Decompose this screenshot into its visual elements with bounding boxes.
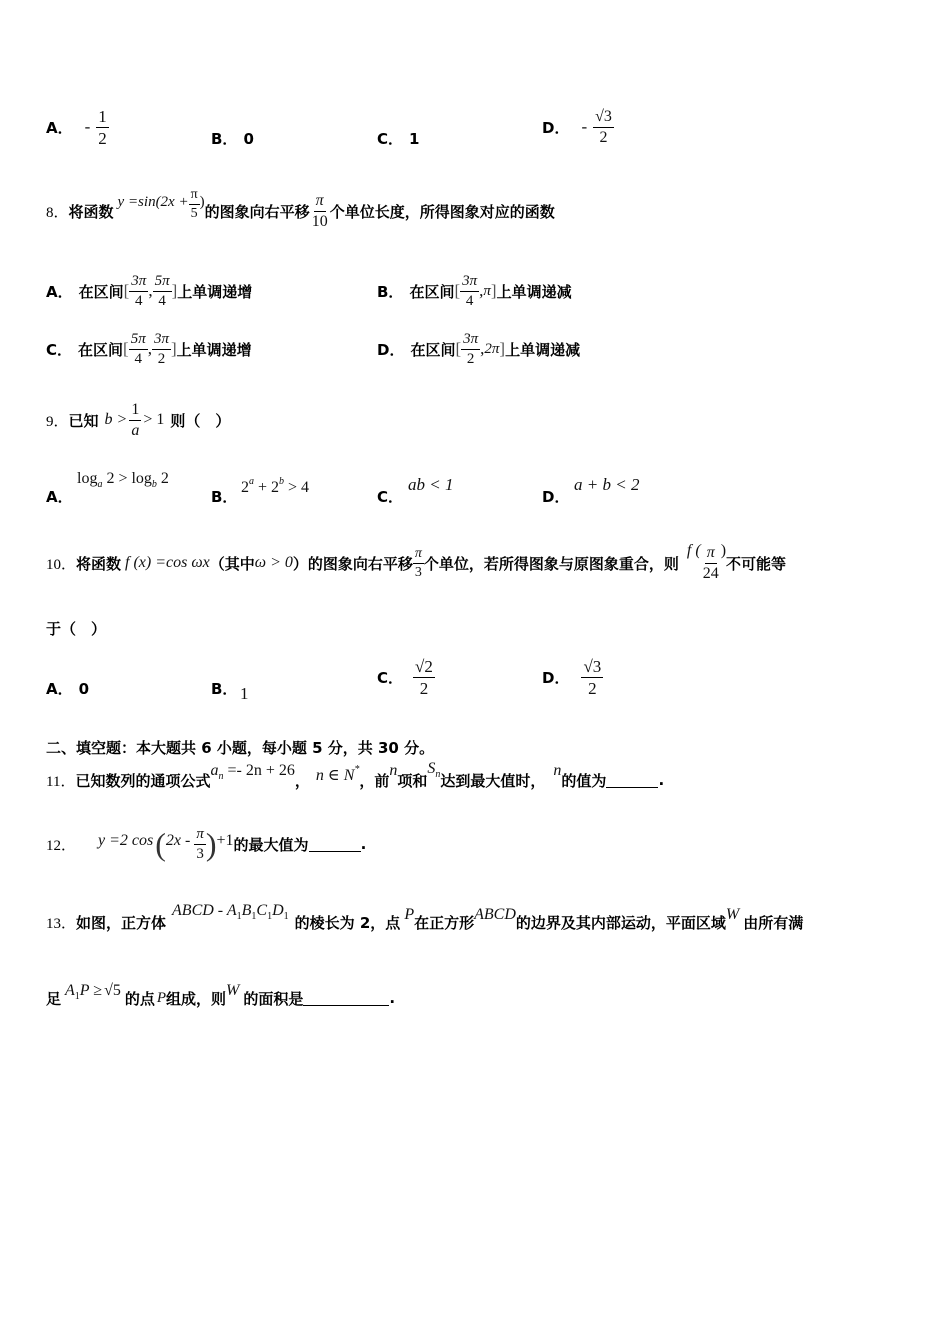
q10-option-c: C． $\frac{√2}{2}$: [377, 656, 433, 698]
question-number: 8．: [46, 204, 69, 221]
fraction: $\frac{\pi}{3}$: [196, 825, 204, 862]
fraction: $\frac{3\pi}{2}$: [153, 330, 169, 367]
q8-option-d: D． 在区间 [ $\frac{3\pi}{2}$ , 2π ] 上单调递减: [377, 330, 581, 367]
q10-option-d: D． $\frac{√3}{2}$: [542, 656, 602, 698]
q10-stem-continued: 于（ ）: [46, 620, 107, 638]
fraction: $\frac{\pi}{24}$: [702, 543, 719, 582]
q7-option-d: D． - $\frac{√3}{2}$: [542, 107, 612, 146]
fraction: $\frac{\pi}{5}$: [190, 187, 198, 221]
q9-stem: 9． 已知 b > $\frac{1}{a}$ > 1 则（ ）: [46, 400, 231, 439]
q11-stem: 11． 已知数列的通项公式 $a_n =- 2n + 26$ ， n ∈ N* ，前 n 项和 $S_n$ 达到最大值时， n 的值为 .: [46, 760, 665, 790]
q10-option-a: A． 0: [46, 680, 90, 698]
q7-option-b: B． 0: [211, 130, 254, 148]
minus-sign: -: [84, 117, 91, 136]
q13-stem-continued: 足 $A_1P \ge √5$ 的点 P 组成，则 W 的面积是 .: [46, 982, 396, 1008]
question-number: 10．: [46, 556, 77, 573]
q10-option-b: B． 1: [211, 680, 249, 703]
fraction: $\frac{3\pi}{4}$: [131, 272, 147, 309]
q10-stem: 10． 将函数 f (x) =cos ωx （其中 ω > 0 ）的图象向右平移 $\frac{\pi}{3}$ 个单位，若所得图象与原图象重合，则 f ( $\frac{\pi}{24}$ ) 不可能等: [46, 542, 787, 582]
question-number: 13．: [46, 915, 77, 932]
fraction: $\frac{1}{a}$: [131, 400, 140, 439]
answer-blank[interactable]: [606, 773, 658, 788]
fraction: $\frac{1}{2}$: [98, 106, 107, 148]
fraction: $\frac{\pi}{3}$: [414, 545, 422, 580]
function-expression: y =sin(2x +: [117, 194, 189, 210]
condition: $A_1P \ge √5$: [65, 982, 121, 1002]
power-inequality: $2^a + 2^b > 4$: [241, 476, 310, 496]
fraction: $\frac{5\pi}{4}$: [130, 330, 146, 367]
question-number: 11．: [46, 773, 76, 790]
q8-option-b: B． 在区间 [ $\frac{3\pi}{4}$ , π ] 上单调递减: [377, 272, 572, 309]
fraction: $\frac{√2}{2}$: [415, 656, 433, 698]
section-heading: 二、填空题：本大题共 6 小题，每小题 5 分，共 30 分。: [46, 739, 435, 757]
fraction: $\frac{5\pi}{4}$: [154, 272, 170, 309]
q7-option-a: [46, 102, 109, 152]
q8-option-c: C． 在区间 [ $\frac{5\pi}{4}$ , $\frac{3\pi}{2}$ ] 上单调递增: [46, 330, 252, 367]
fraction: $\frac{√3}{2}$: [583, 656, 602, 698]
fraction: $\frac{3\pi}{2}$: [463, 330, 479, 367]
option-letter: A．: [46, 118, 73, 137]
q8-stem: 8． 将函数 y =sin(2x + $\frac{\pi}{5}$ ) 的图象向右平移 $\frac{\pi}{10}$ 个单位长度，所得图象对应的函数: [46, 187, 555, 230]
q7-option-c: C． 1: [377, 130, 420, 148]
question-number: 9．: [46, 413, 69, 430]
fraction: $\frac{√3}{2}$: [595, 107, 612, 146]
log-inequality: $\log_a 2 > \log_b 2$: [77, 470, 169, 490]
q8-option-a: A． 在区间 [ $\frac{3\pi}{4}$ , $\frac{5\pi}{4}$ ] 上单调递增: [46, 272, 253, 309]
fraction: $\frac{\pi}{10}$: [311, 191, 328, 230]
answer-blank[interactable]: [309, 837, 361, 852]
question-number: 12．: [46, 837, 77, 854]
fraction: $\frac{3\pi}{4}$: [462, 272, 478, 309]
sequence-formula: $a_n =- 2n + 26$: [210, 762, 295, 782]
answer-blank[interactable]: [303, 991, 389, 1006]
q13-stem: 13． 如图，正方体 ABCD - $A_1B_1C_1D_1$ 的棱长为 2，点 P 在正方形 ABCD 的边界及其内部运动，平面区域 W 由所有满: [46, 902, 804, 932]
q12-stem: 12． y =2 cos ( 2x - $\frac{\pi}{3}$ ) +1 的最大值为 .: [46, 825, 367, 862]
cube-name: ABCD - $A_1B_1C_1D_1$: [172, 902, 289, 922]
